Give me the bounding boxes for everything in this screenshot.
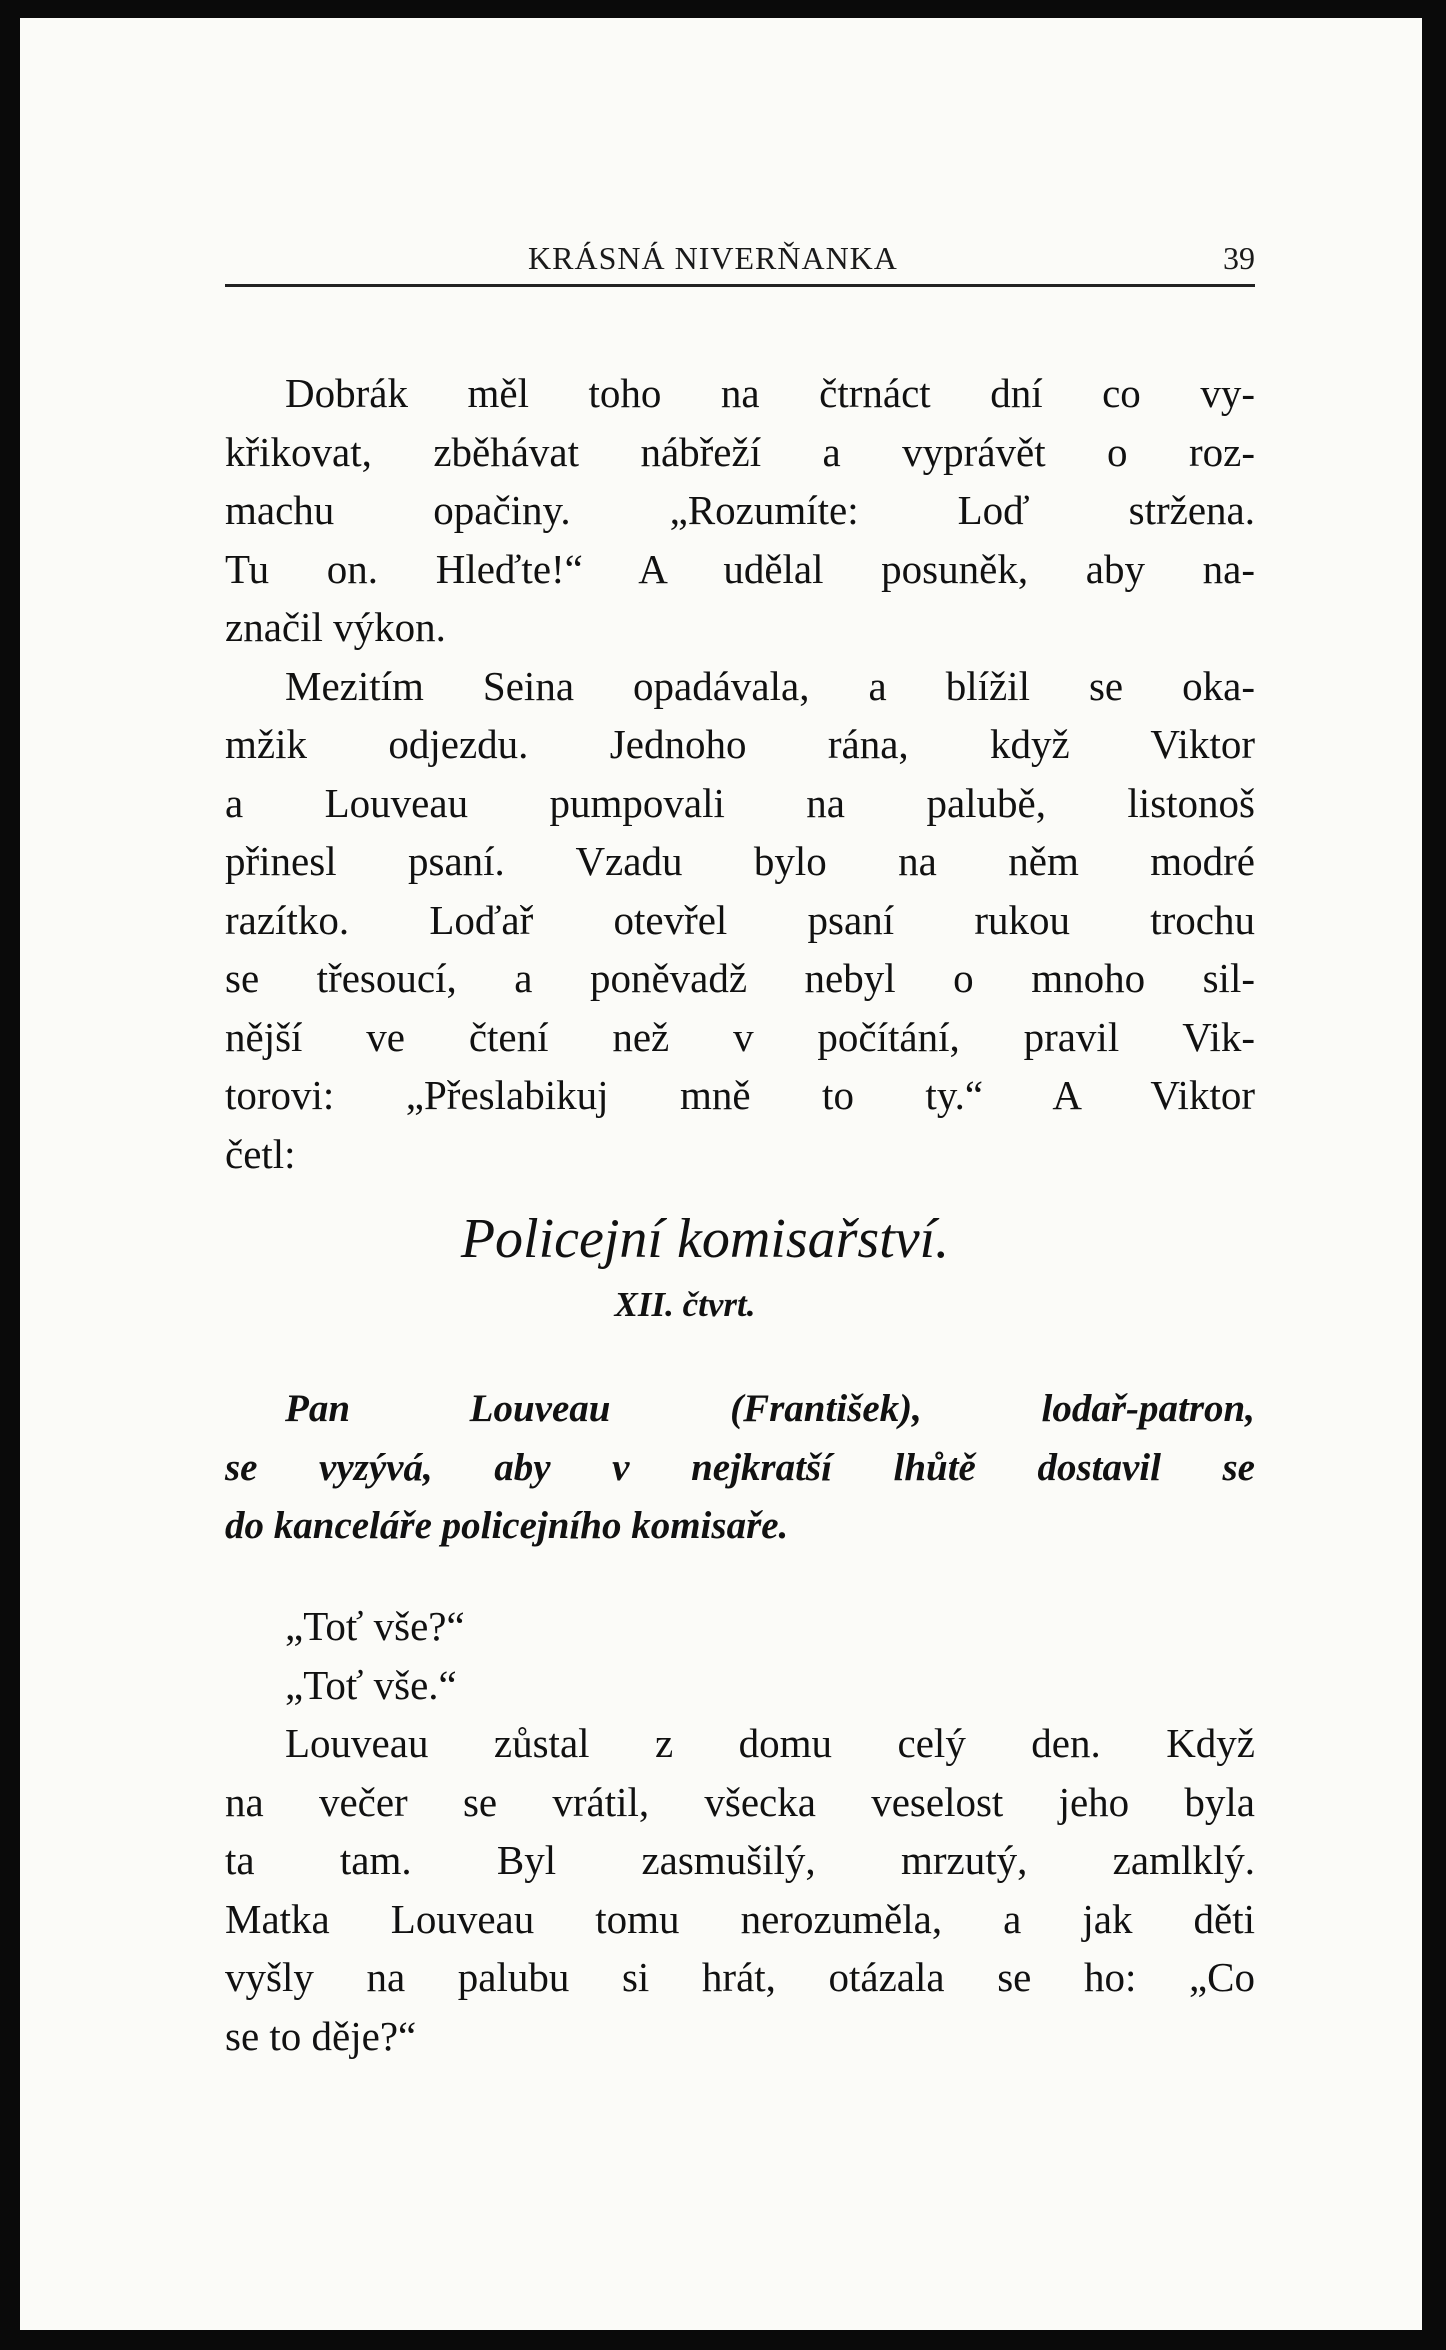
text-line: značil výkon. bbox=[225, 604, 446, 650]
text-line: „Toť vše.“ bbox=[285, 1661, 457, 1708]
header-rule bbox=[225, 284, 1255, 287]
text-line: torovi: „Přeslabikuj mně to ty.“ A Viktor bbox=[225, 1072, 1255, 1118]
book-page bbox=[20, 18, 1422, 2330]
text-line: mžik odjezdu. Jednoho rána, když Viktor bbox=[225, 721, 1255, 767]
text-line: vyšly na palubu si hrát, otázala se ho: „Co bbox=[225, 1954, 1255, 2000]
text-line: Dobrák měl toho na čtrnáct dní co vy- bbox=[285, 370, 1255, 416]
text-line: přinesl psaní. Vzadu bylo na něm modré bbox=[225, 838, 1255, 884]
notice-line: se vyzývá, aby v nejkratší lhůtě dostavil se bbox=[225, 1445, 1255, 1489]
text-line: ta tam. Byl zasmušilý, mrzutý, zamlklý. bbox=[225, 1837, 1255, 1883]
text-line: machu opačiny. „Rozumíte: Loď stržena. bbox=[225, 487, 1255, 533]
running-header bbox=[225, 236, 1255, 284]
paragraph-block-1 bbox=[225, 364, 1255, 1183]
document-title: Policejní komisařství. bbox=[460, 1208, 950, 1270]
text-line: na večer se vrátil, všecka veselost jeho byla bbox=[225, 1778, 1255, 1825]
quoted-document-heading bbox=[225, 1204, 1255, 1332]
text-line: Tu on. Hleďte!“ A udělal posuněk, aby na- bbox=[225, 545, 1255, 592]
notice-line: do kanceláře policejního komisaře. bbox=[225, 1504, 789, 1547]
quoted-notice bbox=[225, 1380, 1255, 1556]
text-line: křikovat, zběhávat nábřeží a vyprávět o roz- bbox=[225, 428, 1255, 475]
text-line: Matka Louveau tomu nerozuměla, a jak děti bbox=[225, 1895, 1255, 1942]
text-line: razítko. Loďař otevřel psaní rukou trochu bbox=[225, 896, 1255, 943]
text-line: nější ve čtení než v počítání, pravil Vik- bbox=[225, 1013, 1255, 1060]
text-line: se třesoucí, a poněvadž nebyl o mnoho sil- bbox=[225, 955, 1255, 1001]
document-subtitle: XII. čtvrt. bbox=[614, 1285, 756, 1324]
text-line: četl: bbox=[225, 1130, 296, 1177]
paragraph-block-2 bbox=[225, 1597, 1255, 2065]
text-line: se to děje?“ bbox=[225, 2012, 417, 2059]
text-line: Mezitím Seina opadávala, a blížil se oka- bbox=[285, 662, 1255, 709]
page-number: 39 bbox=[1223, 240, 1255, 276]
running-title: KRÁSNÁ NIVERŇANKA bbox=[528, 240, 898, 276]
text-line: a Louveau pumpovali na palubě, listonoš bbox=[225, 779, 1255, 826]
text-line: „Toť vše?“ bbox=[285, 1603, 465, 1649]
notice-line: Pan Louveau (František), lodař-patron, bbox=[285, 1387, 1255, 1430]
text-line: Louveau zůstal z domu celý den. Když bbox=[285, 1720, 1255, 1766]
